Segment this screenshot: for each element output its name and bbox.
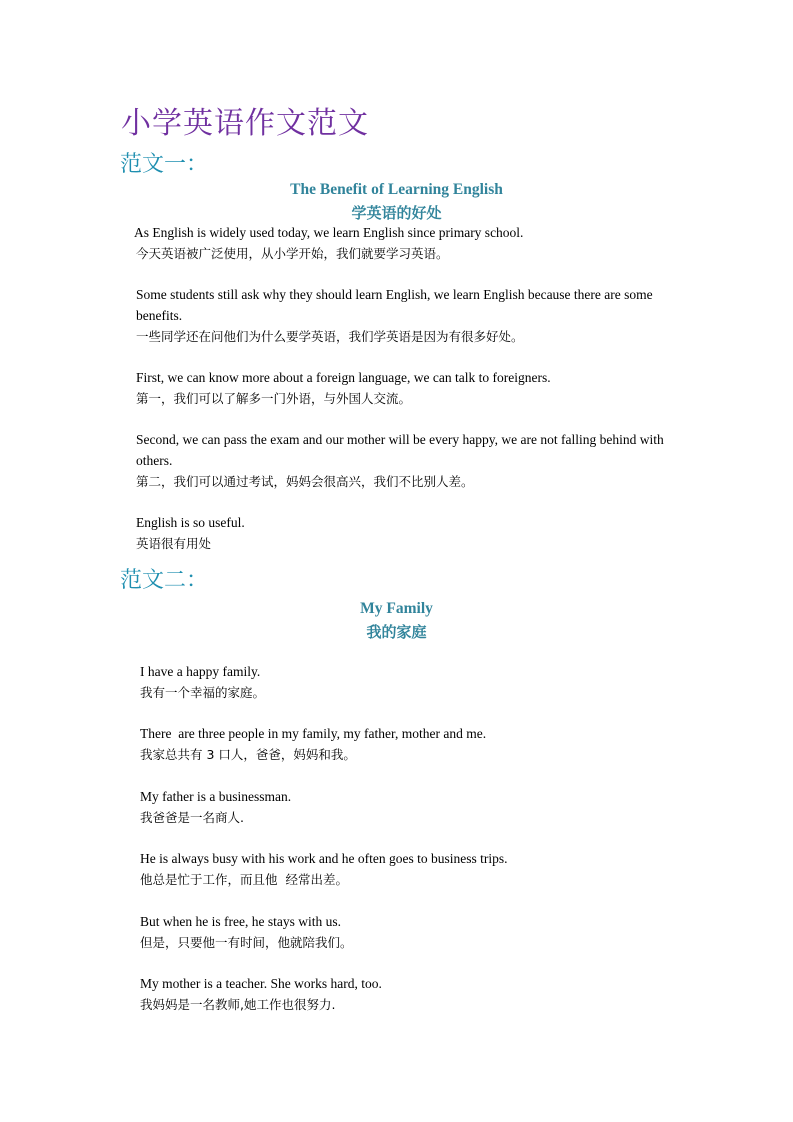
paragraph-zh: 但是，只要他一有时间，他就陪我们。 [140, 935, 353, 950]
paragraph-en: But when he is free, he stays with us. [140, 914, 341, 929]
paragraph-en: Some students still ask why they should learn English, we learn English because there are some benefits. [136, 287, 653, 323]
document-title: 小学英语作文范文 [121, 106, 369, 141]
essay-title-en-1: The Benefit of Learning English [290, 181, 503, 198]
paragraph [140, 723, 680, 765]
paragraph [140, 786, 680, 828]
paragraph-en: First, we can know more about a foreign language, we can talk to foreigners. [136, 370, 551, 385]
paragraph-en: He is always busy with his work and he often goes to business trips. [140, 851, 508, 866]
essay-title-en-2: My Family [360, 600, 433, 617]
paragraph-en: English is so useful. [136, 515, 245, 530]
paragraph [136, 367, 676, 409]
paragraph-zh: 今天英语被广泛使用，从小学开始，我们就要学习英语。 [136, 246, 449, 261]
paragraph-en: Second, we can pass the exam and our mother will be every happy, we are not falling behind with others. [136, 432, 664, 468]
paragraph-en: There are three people in my family, my father, mother and me. [140, 726, 487, 741]
section-heading-2: 范文二： [120, 568, 209, 593]
paragraph [136, 429, 676, 492]
paragraph-zh: 我爸爸是一名商人. [140, 810, 244, 825]
paragraph [134, 222, 674, 264]
paragraph-zh: 他总是忙于工作，而且他 经常出差。 [140, 872, 348, 887]
section-heading-1: 范文一： [120, 152, 209, 177]
paragraph-zh: 第一，我们可以了解多一门外语，与外国人交流。 [136, 391, 412, 406]
paragraph-zh: 我有一个幸福的家庭。 [140, 685, 266, 700]
paragraph-zh: 我妈妈是一名教师,她工作也很努力. [140, 997, 336, 1012]
paragraph [140, 911, 680, 953]
paragraph-en: My mother is a teacher. She works hard, too. [140, 976, 382, 991]
essay-title-zh-2: 我的家庭 [366, 623, 427, 641]
paragraph-zh: 一些同学还在问他们为什么要学英语，我们学英语是因为有很多好处。 [136, 329, 524, 344]
paragraph-zh: 第二，我们可以通过考试，妈妈会很高兴，我们不比别人差。 [136, 474, 474, 489]
paragraph [136, 512, 676, 554]
essay-title-zh-1: 学英语的好处 [351, 204, 442, 222]
paragraph-en: My father is a businessman. [140, 789, 292, 804]
paragraph-zh: 我家总共有 3 口人，爸爸，妈妈和我。 [140, 747, 356, 762]
paragraph-en: I have a happy family. [140, 664, 261, 679]
paragraph [136, 284, 676, 347]
paragraph [140, 848, 680, 890]
paragraph [140, 661, 680, 703]
paragraph [140, 973, 680, 1015]
paragraph-zh: 英语很有用处 [136, 536, 212, 551]
paragraph-en: As English is widely used today, we learn English since primary school. [134, 225, 524, 240]
